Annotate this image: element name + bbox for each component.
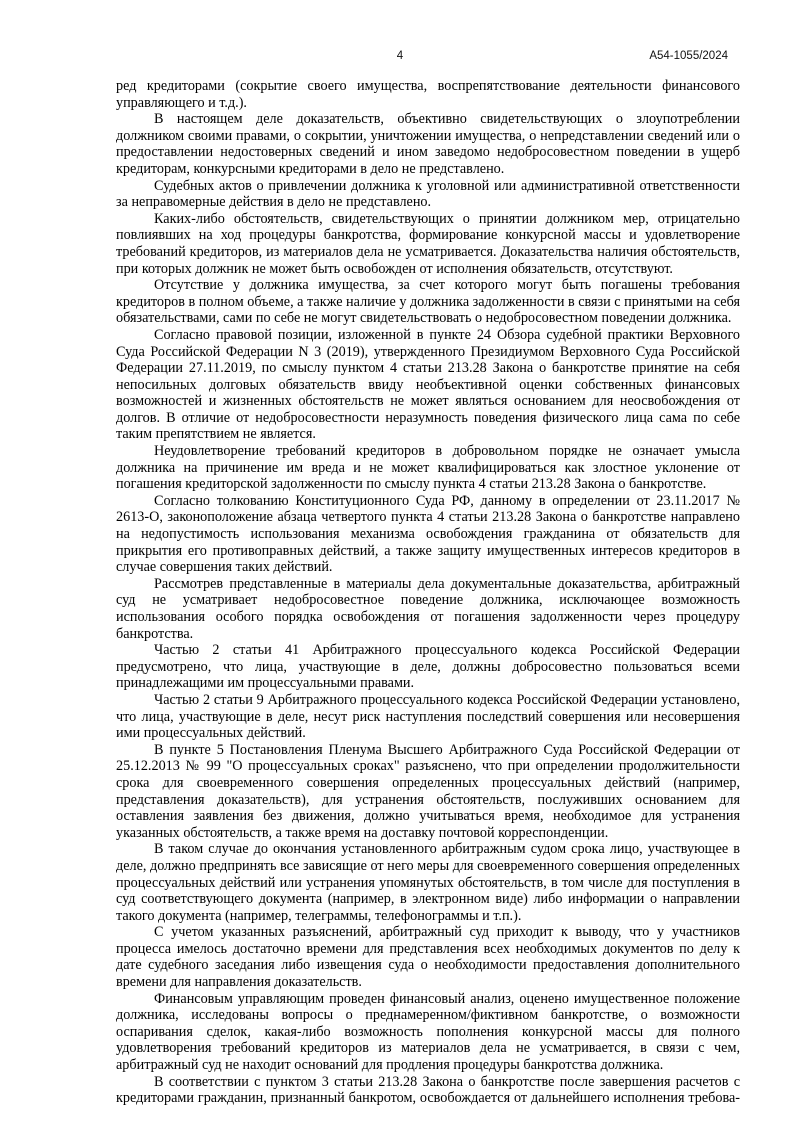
paragraph: ред кредиторами (сокрытие своего имущества, воспрепятствование деятельности финансового управляющего и т.д.).	[116, 78, 740, 111]
page-number: 4	[396, 50, 404, 62]
paragraph: В соответствии с пунктом 3 статьи 213.28 Закона о банкротстве после завершения расчетов с кредиторами гражданин, признанный банкротом, освобождается от дальнейшего исполнения требова-	[116, 1073, 740, 1107]
paragraph: Судебных актов о привлечении должника к уголовной или административной ответственности за неправомерные действия в дело не представлено.	[116, 177, 740, 211]
paragraph: С учетом указанных разъяснений, арбитражный суд приходит к выводу, что у участников процесса имелось достаточно времени для представления всех необходимых документов по делу к дате судебного заседания либо извещения суда о необходимости предоставления дополнительного времени для направления доказательств.	[116, 924, 740, 991]
paragraph: Рассмотрев представленные в материалы дела документальные доказательства, арбитражный суд не усматривает недобросовестное поведение должника, исключающее возможность использования особого порядка освобождения от погашения задолженности через процедуру банкротства.	[116, 575, 740, 642]
paragraph: Согласно толкованию Конституционного Суда РФ, данному в определении от 23.11.2017 № 2613-О, законоположение абзаца четвертого пункта 4 статьи 213.28 Закона о банкротстве направлено на недопустимость использования механизма освобождения гражданина от обязательств для прикрытия его противоправных действий, а также защиту имущественных интересов кредиторов в случае совершения таких действий.	[116, 492, 740, 576]
case-number: А54-1055/2024	[649, 50, 728, 62]
paragraph: Финансовым управляющим проведен финансовый анализ, оценено имущественное положение должника, исследованы вопросы о преднамеренном/фиктивном банкротстве, о возможности оспаривания сделок, какая-либо возможность пополнения конкурсной массы для полного удовлетворения требований кредиторов из материалов дела не усматривается, в связи с чем, арбитражный суд не находит оснований для продления процедуры банкротства должника.	[116, 990, 740, 1074]
paragraph: В таком случае до окончания установленного арбитражным судом срока лицо, участвующее в деле, должно предпринять все зависящие от него меры для своевременного совершения определенных процессуальных действий или устранения упомянутых обстоятельств, в том числе для поступления в суд соответствующего документа (например, в электронном виде) либо информации о направлении такого документа (например, телеграммы, телефонограммы и т.п.).	[116, 841, 740, 924]
paragraph: Каких-либо обстоятельств, свидетельствующих о принятии должником мер, отрицательно повлиявших на ход процедуры банкротства, формирование конкурсной массы и удовлетворение требований кредиторов, из материалов дела не усматривается. Доказательства наличия обстоятельств, при которых должник не может быть освобожден от исполнения обязательств, отсутствуют.	[116, 210, 740, 277]
paragraph: В настоящем деле доказательств, объективно свидетельствующих о злоупотреблении должником своими правами, о сокрытии, уничтожении имущества, о непредставлении сведений или о предоставлении недостоверных сведений и ином заведомо недобросовестном поведении в ущерб кредиторам, конкурсными кредиторами в дело не представлено.	[116, 111, 740, 177]
paragraph: Согласно правовой позиции, изложенной в пункте 24 Обзора судебной практики Верховного Суда Российской Федерации N 3 (2019), утвержденного Президиумом Верховного Суда Российской Федерации 27.11.2019, по смыслу пунктом 4 статьи 213.28 Закона о банкротстве принятие на себя непосильных долговых обязательств ввиду необъективной оценки собственных финансовых возможностей и жизненных обстоятельств не может являться основанием для неосвобождения от долгов. В отличие от недобросовестности неразумность поведения физического лица сама по себе таким препятствием не является.	[116, 326, 740, 443]
paragraph: Отсутствие у должника имущества, за счет которого могут быть погашены требования кредиторов в полном объеме, а также наличие у должника задолженности в связи с принятыми на себя обязательствами, сами по себе не могут свидетельствовать о недобросовестном поведении должника.	[116, 277, 740, 327]
document-body	[116, 78, 740, 1107]
paragraph: Частью 2 статьи 41 Арбитражного процессуального кодекса Российской Федерации предусмотрено, что лица, участвующие в деле, должны добросовестно пользоваться всеми принадлежащими им процессуальными правами.	[116, 642, 740, 692]
paragraph: Частью 2 статьи 9 Арбитражного процессуального кодекса Российской Федерации установлено, что лица, участвующие в деле, несут риск наступления последствий совершения или несовершения ими процессуальных действий.	[116, 691, 740, 742]
paragraph: В пункте 5 Постановления Пленума Высшего Арбитражного Суда Российской Федерации от 25.12.2013 № 99 "О процессуальных сроках" разъяснено, что при определении продолжительности срока для своевременного совершения определенных процессуальных действий (например, представления доказательств), для устранения обстоятельств, послуживших основанием для оставления заявления без движения, должно учитываться время, необходимое для устранения указанных обстоятельств, а также время на доставку почтовой корреспонденции.	[116, 741, 740, 841]
paragraph: Неудовлетворение требований кредиторов в добровольном порядке не означает умысла должника на причинение им вреда и не может квалифицироваться как злостное уклонение от погашения кредиторской задолженности по смыслу пункта 4 статьи 213.28 Закона о банкротстве.	[116, 443, 740, 493]
